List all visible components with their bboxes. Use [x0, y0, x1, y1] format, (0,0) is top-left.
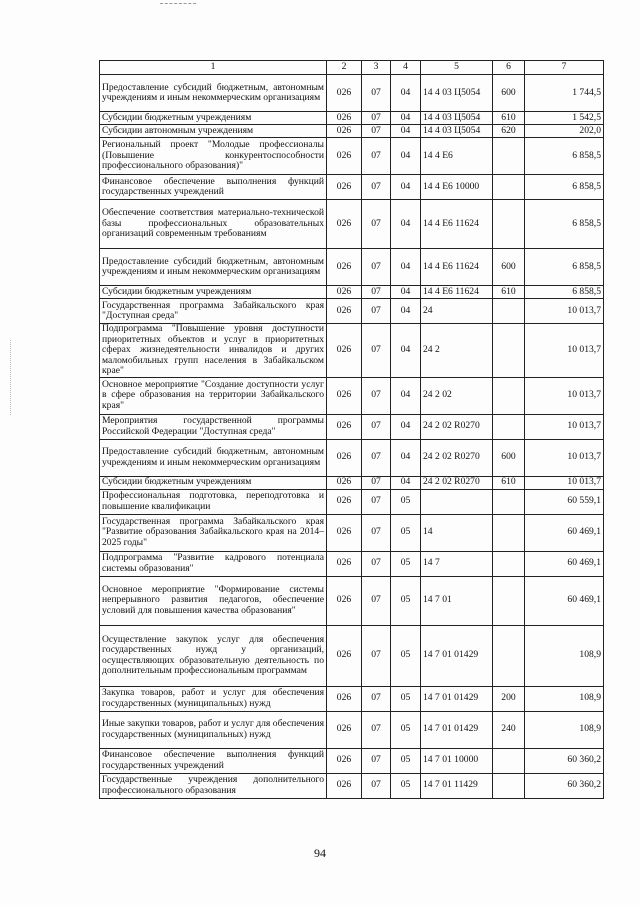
- page-number: 94: [314, 846, 326, 860]
- row-col-5: 14: [421, 514, 493, 551]
- row-name: Субсидии бюджетным учреждениям: [100, 476, 327, 489]
- row-name: Предоставление субсидий бюджетным, автономным учреждениям и иным некоммерческим организациям: [100, 249, 327, 286]
- row-col-4: 04: [391, 377, 421, 414]
- row-col-7: 10 013,7: [525, 299, 604, 324]
- row-name: Подпрограмма "Повышение уровня доступности приоритетных объектов и услуг в приоритетных сферах жизнедеятельности инвалидов и других маломобильных групп населения в Забайкальском крае": [100, 324, 327, 378]
- budget-table: [99, 60, 604, 799]
- row-col-5: 14 4 Е6 10000: [421, 175, 493, 200]
- row-col-2: 026: [327, 175, 362, 200]
- row-col-2: 026: [327, 249, 362, 286]
- row-col-4: 05: [391, 576, 421, 625]
- row-col-7: 1 542,5: [525, 112, 604, 125]
- table-row: [100, 514, 604, 551]
- row-col-4: 04: [391, 200, 421, 249]
- row-col-5: 14 4 03 Ц5054: [421, 112, 493, 125]
- row-col-6: [493, 551, 525, 576]
- row-col-7: 108,9: [525, 686, 604, 711]
- row-col-7: 10 013,7: [525, 476, 604, 489]
- row-col-3: 07: [362, 748, 391, 773]
- row-col-2: 026: [327, 138, 362, 175]
- header-col-3: 3: [362, 61, 391, 75]
- row-col-4: 04: [391, 439, 421, 476]
- row-name: Финансовое обеспечение выполнения функций государственных учреждений: [100, 175, 327, 200]
- row-col-7: 202,0: [525, 125, 604, 138]
- row-col-3: 07: [362, 299, 391, 324]
- row-col-2: 026: [327, 377, 362, 414]
- table-row: [100, 377, 604, 414]
- table-row: [100, 439, 604, 476]
- row-col-6: 200: [493, 686, 525, 711]
- row-col-5: 14 7: [421, 551, 493, 576]
- table-row: [100, 551, 604, 576]
- row-col-7: 10 013,7: [525, 377, 604, 414]
- row-col-7: 6 858,5: [525, 200, 604, 249]
- row-col-3: 07: [362, 286, 391, 299]
- row-col-7: 10 013,7: [525, 414, 604, 439]
- row-col-4: 05: [391, 773, 421, 798]
- row-col-4: 04: [391, 175, 421, 200]
- row-col-3: 07: [362, 377, 391, 414]
- row-col-3: 07: [362, 75, 391, 112]
- row-name: Основное мероприятие "Формирование системы непрерывного развития педагогов, обеспечение условий для повышения качества образования": [100, 576, 327, 625]
- row-col-2: 026: [327, 75, 362, 112]
- row-col-2: 026: [327, 625, 362, 686]
- row-name: Предоставление субсидий бюджетным, автономным учреждениям и иным некоммерческим организациям: [100, 439, 327, 476]
- row-col-4: 05: [391, 748, 421, 773]
- table-row: [100, 625, 604, 686]
- row-col-7: 60 469,1: [525, 551, 604, 576]
- row-col-7: 60 360,2: [525, 748, 604, 773]
- row-col-3: 07: [362, 551, 391, 576]
- row-name: Региональный проект "Молодые профессионалы (Повышение конкурентоспособности профессионального образования)": [100, 138, 327, 175]
- row-col-7: 10 013,7: [525, 324, 604, 378]
- row-col-4: 04: [391, 138, 421, 175]
- row-col-4: 04: [391, 125, 421, 138]
- table-row: [100, 476, 604, 489]
- table-row: [100, 286, 604, 299]
- row-name: Иные закупки товаров, работ и услуг для обеспечения государственных (муниципальных) нужд: [100, 711, 327, 748]
- row-col-6: [493, 324, 525, 378]
- row-col-2: 026: [327, 439, 362, 476]
- row-col-7: 10 013,7: [525, 439, 604, 476]
- row-col-3: 07: [362, 138, 391, 175]
- row-col-6: [493, 576, 525, 625]
- row-name: Субсидии автономным учреждениям: [100, 125, 327, 138]
- row-name: Финансовое обеспечение выполнения функций государственных учреждений: [100, 748, 327, 773]
- row-col-2: 026: [327, 112, 362, 125]
- row-col-7: 60 360,2: [525, 773, 604, 798]
- row-col-5: 14 4 Е6: [421, 138, 493, 175]
- row-col-3: 07: [362, 625, 391, 686]
- scan-artifact-top: [160, 3, 196, 5]
- row-col-6: 600: [493, 439, 525, 476]
- row-col-4: 04: [391, 249, 421, 286]
- row-col-6: [493, 625, 525, 686]
- row-col-5: 24 2 02 R0270: [421, 476, 493, 489]
- row-col-2: 026: [327, 125, 362, 138]
- row-col-4: 05: [391, 711, 421, 748]
- row-name: Государственная программа Забайкальского края "Доступная среда": [100, 299, 327, 324]
- row-col-4: 05: [391, 686, 421, 711]
- row-col-5: 24 2: [421, 324, 493, 378]
- row-col-2: 026: [327, 414, 362, 439]
- table-row: [100, 138, 604, 175]
- row-col-5: [421, 489, 493, 514]
- row-col-6: [493, 773, 525, 798]
- row-col-5: 14 4 Е6 11624: [421, 249, 493, 286]
- row-col-3: 07: [362, 112, 391, 125]
- row-name: Закупка товаров, работ и услуг для обеспечения государственных (муниципальных) нужд: [100, 686, 327, 711]
- table-row: [100, 200, 604, 249]
- row-col-3: 07: [362, 489, 391, 514]
- row-col-2: 026: [327, 299, 362, 324]
- row-col-4: 04: [391, 75, 421, 112]
- row-col-6: 610: [493, 286, 525, 299]
- row-col-4: 05: [391, 551, 421, 576]
- row-col-3: 07: [362, 125, 391, 138]
- row-col-7: 6 858,5: [525, 286, 604, 299]
- row-col-7: 108,9: [525, 711, 604, 748]
- row-col-4: 04: [391, 414, 421, 439]
- row-col-7: 60 559,1: [525, 489, 604, 514]
- row-col-3: 07: [362, 200, 391, 249]
- row-col-6: [493, 514, 525, 551]
- row-name: Мероприятия государственной программы Российской Федерации "Доступная среда": [100, 414, 327, 439]
- table-row: [100, 489, 604, 514]
- row-col-2: 026: [327, 324, 362, 378]
- row-col-5: 14 4 03 Ц5054: [421, 125, 493, 138]
- row-col-6: [493, 414, 525, 439]
- row-col-5: 14 7 01 10000: [421, 748, 493, 773]
- row-col-3: 07: [362, 686, 391, 711]
- row-name: Осуществление закупок услуг для обеспечения государственных нужд у организаций, осуществляющих образовательную деятельность по дополнительным профессиональным программам: [100, 625, 327, 686]
- table-row: [100, 414, 604, 439]
- row-name: Государственная программа Забайкальского края "Развитие образования Забайкальского края на 2014–2025 годы": [100, 514, 327, 551]
- row-col-7: 6 858,5: [525, 249, 604, 286]
- row-col-6: [493, 175, 525, 200]
- table-row: [100, 75, 604, 112]
- table-row: [100, 686, 604, 711]
- table-row: [100, 773, 604, 798]
- row-col-2: 026: [327, 489, 362, 514]
- row-col-7: 60 469,1: [525, 514, 604, 551]
- row-col-3: 07: [362, 711, 391, 748]
- row-name: Субсидии бюджетным учреждениям: [100, 112, 327, 125]
- header-col-2: 2: [327, 61, 362, 75]
- table-row: [100, 299, 604, 324]
- row-col-7: 108,9: [525, 625, 604, 686]
- row-col-6: [493, 748, 525, 773]
- header-col-1: 1: [100, 61, 327, 75]
- row-name: Обеспечение соответствия материально-технической базы профессиональных образовательных организаций современным требованиям: [100, 200, 327, 249]
- row-col-6: [493, 299, 525, 324]
- row-col-4: 05: [391, 514, 421, 551]
- table-body: [100, 75, 604, 799]
- row-col-4: 04: [391, 299, 421, 324]
- row-col-6: [493, 377, 525, 414]
- row-col-5: 14 4 03 Ц5054: [421, 75, 493, 112]
- row-col-6: [493, 489, 525, 514]
- row-col-5: 14 7 01 01429: [421, 711, 493, 748]
- header-col-7: 7: [525, 61, 604, 75]
- row-col-2: 026: [327, 711, 362, 748]
- row-col-2: 026: [327, 686, 362, 711]
- row-col-2: 026: [327, 773, 362, 798]
- row-name: Предоставление субсидий бюджетным, автономным учреждениям и иным некоммерческим организациям: [100, 75, 327, 112]
- row-col-4: 04: [391, 112, 421, 125]
- row-col-2: 026: [327, 286, 362, 299]
- row-col-4: 04: [391, 286, 421, 299]
- row-name: Субсидии бюджетным учреждениям: [100, 286, 327, 299]
- row-col-3: 07: [362, 773, 391, 798]
- row-col-2: 026: [327, 551, 362, 576]
- header-col-5: 5: [421, 61, 493, 75]
- row-col-5: 24: [421, 299, 493, 324]
- row-col-5: 24 2 02 R0270: [421, 414, 493, 439]
- table-row: [100, 576, 604, 625]
- row-col-6: 610: [493, 476, 525, 489]
- row-col-6: 600: [493, 249, 525, 286]
- header-col-6: 6: [493, 61, 525, 75]
- row-col-7: 6 858,5: [525, 175, 604, 200]
- row-col-2: 026: [327, 200, 362, 249]
- row-col-7: 6 858,5: [525, 138, 604, 175]
- row-col-5: 14 4 Е6 11624: [421, 286, 493, 299]
- row-col-3: 07: [362, 576, 391, 625]
- scan-artifact-left: [10, 340, 12, 415]
- row-name: Подпрограмма "Развитие кадрового потенциала системы образования": [100, 551, 327, 576]
- row-col-3: 07: [362, 324, 391, 378]
- row-col-3: 07: [362, 439, 391, 476]
- row-col-2: 026: [327, 576, 362, 625]
- row-col-6: 240: [493, 711, 525, 748]
- table-header-row: [100, 61, 604, 75]
- table-row: [100, 748, 604, 773]
- row-col-2: 026: [327, 514, 362, 551]
- row-col-3: 07: [362, 476, 391, 489]
- row-col-5: 14 7 01 11429: [421, 773, 493, 798]
- row-col-4: 04: [391, 476, 421, 489]
- row-col-2: 026: [327, 748, 362, 773]
- row-col-3: 07: [362, 249, 391, 286]
- row-col-6: 620: [493, 125, 525, 138]
- row-name: Основное мероприятие "Создание доступности услуг в сфере образования на территории Забайкальского края": [100, 377, 327, 414]
- row-col-5: 14 7 01: [421, 576, 493, 625]
- row-col-7: 1 744,5: [525, 75, 604, 112]
- row-col-4: 05: [391, 489, 421, 514]
- row-col-3: 07: [362, 414, 391, 439]
- row-col-6: [493, 200, 525, 249]
- row-name: Профессиональная подготовка, переподготовка и повышение квалификации: [100, 489, 327, 514]
- row-col-3: 07: [362, 514, 391, 551]
- table-row: [100, 324, 604, 378]
- row-col-4: 04: [391, 324, 421, 378]
- row-col-5: 24 2 02: [421, 377, 493, 414]
- table-row: [100, 125, 604, 138]
- row-col-6: [493, 138, 525, 175]
- row-col-4: 05: [391, 625, 421, 686]
- row-col-5: 14 7 01 01429: [421, 625, 493, 686]
- row-col-7: 60 469,1: [525, 576, 604, 625]
- table-row: [100, 711, 604, 748]
- row-col-5: 14 7 01 01429: [421, 686, 493, 711]
- row-col-5: 14 4 Е6 11624: [421, 200, 493, 249]
- row-col-6: 600: [493, 75, 525, 112]
- row-col-5: 24 2 02 R0270: [421, 439, 493, 476]
- table-row: [100, 249, 604, 286]
- row-name: Государственные учреждения дополнительного профессионального образования: [100, 773, 327, 798]
- table-row: [100, 175, 604, 200]
- row-col-2: 026: [327, 476, 362, 489]
- header-col-4: 4: [391, 61, 421, 75]
- table-row: [100, 112, 604, 125]
- row-col-3: 07: [362, 175, 391, 200]
- row-col-6: 610: [493, 112, 525, 125]
